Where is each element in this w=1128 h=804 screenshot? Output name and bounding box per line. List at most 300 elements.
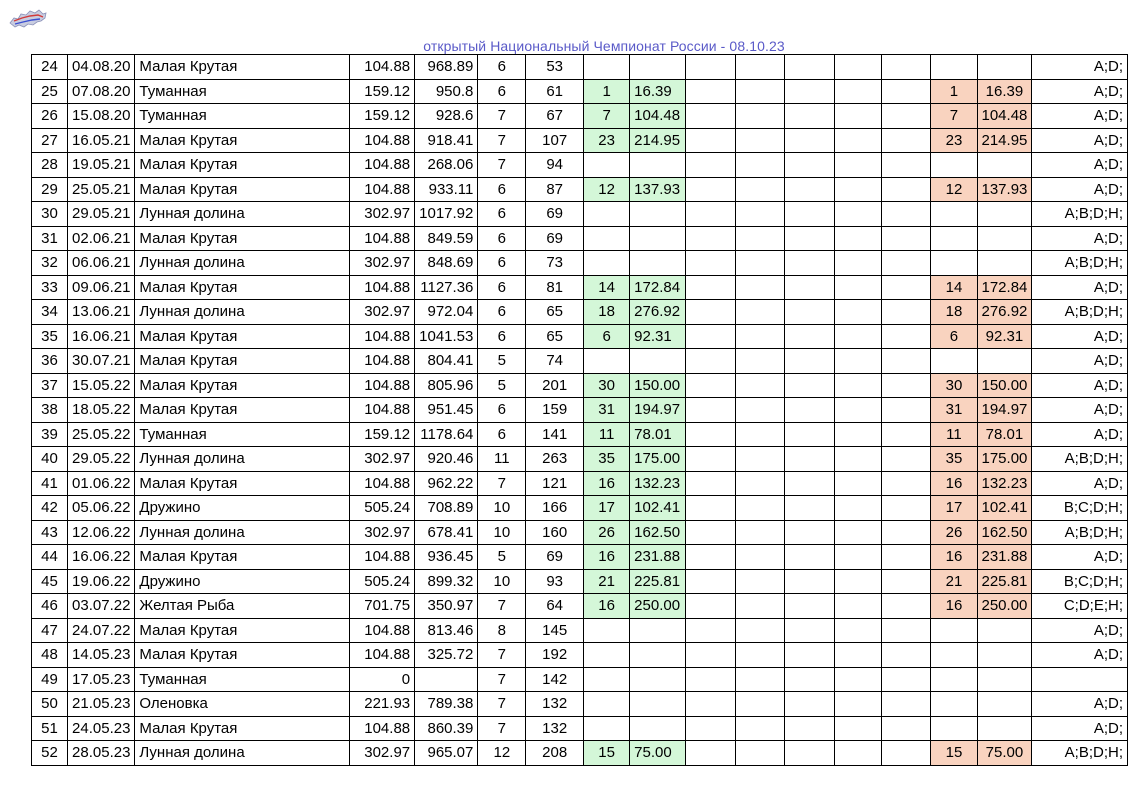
race-date: 25.05.22 [68, 422, 135, 447]
green-score: 150.00 [630, 373, 686, 398]
count-a: 6 [478, 275, 526, 300]
green-place: 6 [584, 324, 630, 349]
empty-cell [736, 324, 785, 349]
green-score [630, 643, 686, 668]
empty-cell [834, 251, 881, 276]
empty-cell [834, 275, 881, 300]
race-location: Малая Крутая [135, 471, 350, 496]
peach-place [931, 618, 977, 643]
empty-cell [736, 275, 785, 300]
empty-cell [736, 520, 785, 545]
race-location: Малая Крутая [135, 177, 350, 202]
points-value [415, 667, 478, 692]
empty-cell [882, 569, 931, 594]
race-date: 21.05.23 [68, 692, 135, 717]
empty-cell [686, 128, 736, 153]
empty-cell [834, 569, 881, 594]
class-codes: A;D; [1032, 716, 1128, 741]
race-date: 17.05.23 [68, 667, 135, 692]
empty-cell [785, 349, 834, 374]
table-row [32, 153, 1128, 178]
peach-score [977, 618, 1032, 643]
points-value: 972.04 [415, 300, 478, 325]
empty-cell [736, 447, 785, 472]
count-a: 6 [478, 55, 526, 80]
race-location: Оленовка [135, 692, 350, 717]
peach-score [977, 153, 1032, 178]
empty-cell [785, 741, 834, 766]
count-a: 7 [478, 153, 526, 178]
points-value: 950.8 [415, 79, 478, 104]
count-b: 94 [526, 153, 584, 178]
points-value: 899.32 [415, 569, 478, 594]
peach-place [931, 667, 977, 692]
race-location: Лунная долина [135, 300, 350, 325]
empty-cell [834, 202, 881, 227]
points-value: 268.06 [415, 153, 478, 178]
page-title: открытый Национальный Чемпионат России - 08.10.23 [423, 38, 785, 54]
class-codes: A;D; [1032, 275, 1128, 300]
empty-cell [785, 398, 834, 423]
empty-cell [736, 177, 785, 202]
count-a: 8 [478, 618, 526, 643]
count-a: 6 [478, 398, 526, 423]
peach-place: 6 [931, 324, 977, 349]
count-b: 132 [526, 716, 584, 741]
points-value: 928.6 [415, 104, 478, 129]
empty-cell [882, 447, 931, 472]
class-codes: A;D; [1032, 545, 1128, 570]
row-number: 37 [32, 373, 68, 398]
count-b: 65 [526, 324, 584, 349]
count-a: 6 [478, 202, 526, 227]
peach-place: 31 [931, 398, 977, 423]
race-location: Малая Крутая [135, 128, 350, 153]
green-score: 214.95 [630, 128, 686, 153]
empty-cell [882, 471, 931, 496]
table-row [32, 618, 1128, 643]
count-a: 7 [478, 471, 526, 496]
distance-value: 104.88 [350, 324, 415, 349]
table-row [32, 447, 1128, 472]
green-score: 194.97 [630, 398, 686, 423]
class-codes: A;B;D;H; [1032, 300, 1128, 325]
empty-cell [834, 545, 881, 570]
empty-cell [686, 447, 736, 472]
empty-cell [882, 398, 931, 423]
race-location: Туманная [135, 667, 350, 692]
distance-value: 104.88 [350, 177, 415, 202]
empty-cell [882, 349, 931, 374]
empty-cell [686, 520, 736, 545]
row-number: 25 [32, 79, 68, 104]
count-a: 5 [478, 373, 526, 398]
table-row [32, 716, 1128, 741]
empty-cell [834, 692, 881, 717]
count-b: 263 [526, 447, 584, 472]
empty-cell [736, 716, 785, 741]
peach-place [931, 226, 977, 251]
points-value: 933.11 [415, 177, 478, 202]
empty-cell [785, 79, 834, 104]
count-b: 160 [526, 520, 584, 545]
peach-score [977, 202, 1032, 227]
empty-cell [882, 300, 931, 325]
green-place: 11 [584, 422, 630, 447]
empty-cell [736, 79, 785, 104]
empty-cell [686, 226, 736, 251]
count-a: 5 [478, 349, 526, 374]
green-score: 75.00 [630, 741, 686, 766]
count-b: 73 [526, 251, 584, 276]
empty-cell [736, 643, 785, 668]
peach-place: 18 [931, 300, 977, 325]
race-location: Малая Крутая [135, 275, 350, 300]
count-a: 7 [478, 716, 526, 741]
distance-value: 505.24 [350, 569, 415, 594]
empty-cell [785, 128, 834, 153]
empty-cell [785, 202, 834, 227]
race-location: Малая Крутая [135, 545, 350, 570]
points-value: 1041.53 [415, 324, 478, 349]
empty-cell [834, 496, 881, 521]
empty-cell [785, 104, 834, 129]
green-score: 276.92 [630, 300, 686, 325]
table-row [32, 422, 1128, 447]
points-value: 918.41 [415, 128, 478, 153]
race-date: 15.05.22 [68, 373, 135, 398]
peach-place [931, 716, 977, 741]
empty-cell [834, 618, 881, 643]
row-number: 34 [32, 300, 68, 325]
table-row [32, 177, 1128, 202]
race-date: 13.06.21 [68, 300, 135, 325]
race-location: Малая Крутая [135, 226, 350, 251]
empty-cell [686, 324, 736, 349]
empty-cell [834, 128, 881, 153]
green-place: 23 [584, 128, 630, 153]
empty-cell [834, 349, 881, 374]
distance-value: 159.12 [350, 104, 415, 129]
race-date: 28.05.23 [68, 741, 135, 766]
empty-cell [686, 471, 736, 496]
empty-cell [834, 520, 881, 545]
empty-cell [834, 177, 881, 202]
empty-cell [736, 471, 785, 496]
empty-cell [686, 569, 736, 594]
class-codes: A;B;D;H; [1032, 741, 1128, 766]
race-location: Туманная [135, 422, 350, 447]
points-value: 805.96 [415, 373, 478, 398]
empty-cell [834, 104, 881, 129]
green-place: 30 [584, 373, 630, 398]
table-row [32, 275, 1128, 300]
empty-cell [785, 692, 834, 717]
count-a: 7 [478, 594, 526, 619]
empty-cell [834, 79, 881, 104]
table-row [32, 692, 1128, 717]
distance-value: 302.97 [350, 741, 415, 766]
peach-score [977, 643, 1032, 668]
row-number: 47 [32, 618, 68, 643]
peach-score [977, 716, 1032, 741]
distance-value: 104.88 [350, 716, 415, 741]
green-place [584, 226, 630, 251]
count-a: 6 [478, 177, 526, 202]
empty-cell [882, 545, 931, 570]
empty-cell [785, 324, 834, 349]
green-score [630, 55, 686, 80]
empty-cell [686, 422, 736, 447]
race-date: 05.06.22 [68, 496, 135, 521]
empty-cell [736, 153, 785, 178]
race-location: Дружино [135, 496, 350, 521]
empty-cell [785, 226, 834, 251]
count-a: 6 [478, 324, 526, 349]
points-value: 350.97 [415, 594, 478, 619]
empty-cell [785, 716, 834, 741]
empty-cell [785, 496, 834, 521]
points-value: 678.41 [415, 520, 478, 545]
count-b: 93 [526, 569, 584, 594]
peach-score: 276.92 [977, 300, 1032, 325]
row-number: 45 [32, 569, 68, 594]
peach-place: 21 [931, 569, 977, 594]
class-codes: A;D; [1032, 79, 1128, 104]
green-place: 15 [584, 741, 630, 766]
green-score: 104.48 [630, 104, 686, 129]
empty-cell [834, 667, 881, 692]
race-date: 02.06.21 [68, 226, 135, 251]
race-location: Малая Крутая [135, 618, 350, 643]
peach-place [931, 643, 977, 668]
class-codes: A;D; [1032, 349, 1128, 374]
peach-place [931, 202, 977, 227]
points-value: 849.59 [415, 226, 478, 251]
green-place [584, 716, 630, 741]
race-date: 16.05.21 [68, 128, 135, 153]
count-a: 6 [478, 251, 526, 276]
green-place: 16 [584, 594, 630, 619]
row-number: 52 [32, 741, 68, 766]
empty-cell [686, 373, 736, 398]
distance-value: 159.12 [350, 422, 415, 447]
count-b: 141 [526, 422, 584, 447]
race-date: 29.05.21 [68, 202, 135, 227]
green-place: 17 [584, 496, 630, 521]
table-row [32, 667, 1128, 692]
empty-cell [785, 177, 834, 202]
class-codes: A;D; [1032, 422, 1128, 447]
peach-score: 172.84 [977, 275, 1032, 300]
empty-cell [882, 275, 931, 300]
peach-score [977, 55, 1032, 80]
green-place [584, 618, 630, 643]
empty-cell [785, 471, 834, 496]
peach-score: 132.23 [977, 471, 1032, 496]
empty-cell [686, 692, 736, 717]
distance-value: 104.88 [350, 55, 415, 80]
empty-cell [834, 398, 881, 423]
row-number: 44 [32, 545, 68, 570]
peach-place: 7 [931, 104, 977, 129]
green-score: 132.23 [630, 471, 686, 496]
green-score: 250.00 [630, 594, 686, 619]
empty-cell [785, 422, 834, 447]
race-date: 03.07.22 [68, 594, 135, 619]
race-location: Лунная долина [135, 447, 350, 472]
green-score [630, 153, 686, 178]
empty-cell [686, 202, 736, 227]
race-location: Малая Крутая [135, 398, 350, 423]
peach-place [931, 692, 977, 717]
empty-cell [736, 55, 785, 80]
peach-place: 15 [931, 741, 977, 766]
class-codes: A;D; [1032, 618, 1128, 643]
row-number: 24 [32, 55, 68, 80]
points-value: 968.89 [415, 55, 478, 80]
empty-cell [882, 422, 931, 447]
count-a: 7 [478, 128, 526, 153]
green-score: 92.31 [630, 324, 686, 349]
count-a: 6 [478, 422, 526, 447]
row-number: 51 [32, 716, 68, 741]
peach-score: 231.88 [977, 545, 1032, 570]
empty-cell [785, 300, 834, 325]
peach-score: 150.00 [977, 373, 1032, 398]
empty-cell [882, 741, 931, 766]
green-place: 31 [584, 398, 630, 423]
green-score [630, 618, 686, 643]
peach-score: 102.41 [977, 496, 1032, 521]
empty-cell [834, 226, 881, 251]
green-score: 172.84 [630, 275, 686, 300]
class-codes: A;D; [1032, 55, 1128, 80]
count-b: 192 [526, 643, 584, 668]
empty-cell [686, 177, 736, 202]
peach-place [931, 153, 977, 178]
count-a: 6 [478, 226, 526, 251]
empty-cell [834, 643, 881, 668]
peach-score [977, 251, 1032, 276]
count-b: 69 [526, 202, 584, 227]
table-row [32, 594, 1128, 619]
class-codes: A;D; [1032, 692, 1128, 717]
count-a: 10 [478, 496, 526, 521]
empty-cell [736, 667, 785, 692]
green-place: 7 [584, 104, 630, 129]
class-codes: A;D; [1032, 153, 1128, 178]
points-value: 804.41 [415, 349, 478, 374]
empty-cell [882, 55, 931, 80]
peach-place: 16 [931, 594, 977, 619]
race-date: 06.06.21 [68, 251, 135, 276]
empty-cell [686, 251, 736, 276]
count-b: 87 [526, 177, 584, 202]
empty-cell [834, 447, 881, 472]
race-date: 19.06.22 [68, 569, 135, 594]
count-b: 166 [526, 496, 584, 521]
peach-score: 16.39 [977, 79, 1032, 104]
peach-score: 162.50 [977, 520, 1032, 545]
count-a: 11 [478, 447, 526, 472]
empty-cell [736, 300, 785, 325]
empty-cell [785, 153, 834, 178]
race-date: 18.05.22 [68, 398, 135, 423]
green-place: 26 [584, 520, 630, 545]
empty-cell [834, 594, 881, 619]
empty-cell [686, 398, 736, 423]
empty-cell [834, 716, 881, 741]
peach-score: 194.97 [977, 398, 1032, 423]
class-codes: A;D; [1032, 324, 1128, 349]
peach-score: 250.00 [977, 594, 1032, 619]
count-b: 74 [526, 349, 584, 374]
peach-score [977, 667, 1032, 692]
empty-cell [834, 55, 881, 80]
table-row [32, 569, 1128, 594]
green-score [630, 251, 686, 276]
points-value: 1017.92 [415, 202, 478, 227]
empty-cell [785, 275, 834, 300]
race-date: 19.05.21 [68, 153, 135, 178]
peach-place: 26 [931, 520, 977, 545]
table-row [32, 128, 1128, 153]
count-b: 132 [526, 692, 584, 717]
empty-cell [882, 79, 931, 104]
empty-cell [686, 55, 736, 80]
empty-cell [882, 153, 931, 178]
green-place [584, 251, 630, 276]
race-location: Дружино [135, 569, 350, 594]
count-b: 67 [526, 104, 584, 129]
count-b: 65 [526, 300, 584, 325]
green-place [584, 55, 630, 80]
peach-score [977, 692, 1032, 717]
race-date: 09.06.21 [68, 275, 135, 300]
race-location: Туманная [135, 79, 350, 104]
row-number: 33 [32, 275, 68, 300]
peach-place: 16 [931, 471, 977, 496]
row-number: 43 [32, 520, 68, 545]
class-codes [1032, 667, 1128, 692]
empty-cell [785, 667, 834, 692]
class-codes: A;B;D;H; [1032, 447, 1128, 472]
row-number: 32 [32, 251, 68, 276]
green-place: 16 [584, 471, 630, 496]
empty-cell [834, 422, 881, 447]
green-place: 18 [584, 300, 630, 325]
race-location: Лунная долина [135, 741, 350, 766]
distance-value: 0 [350, 667, 415, 692]
empty-cell [736, 618, 785, 643]
empty-cell [736, 226, 785, 251]
class-codes: A;D; [1032, 177, 1128, 202]
row-number: 39 [32, 422, 68, 447]
points-value: 936.45 [415, 545, 478, 570]
row-number: 49 [32, 667, 68, 692]
empty-cell [736, 569, 785, 594]
class-codes: A;D; [1032, 398, 1128, 423]
empty-cell [686, 618, 736, 643]
empty-cell [882, 520, 931, 545]
empty-cell [736, 104, 785, 129]
table-row [32, 471, 1128, 496]
race-location: Малая Крутая [135, 153, 350, 178]
class-codes: C;D;E;H; [1032, 594, 1128, 619]
empty-cell [686, 643, 736, 668]
green-score: 137.93 [630, 177, 686, 202]
